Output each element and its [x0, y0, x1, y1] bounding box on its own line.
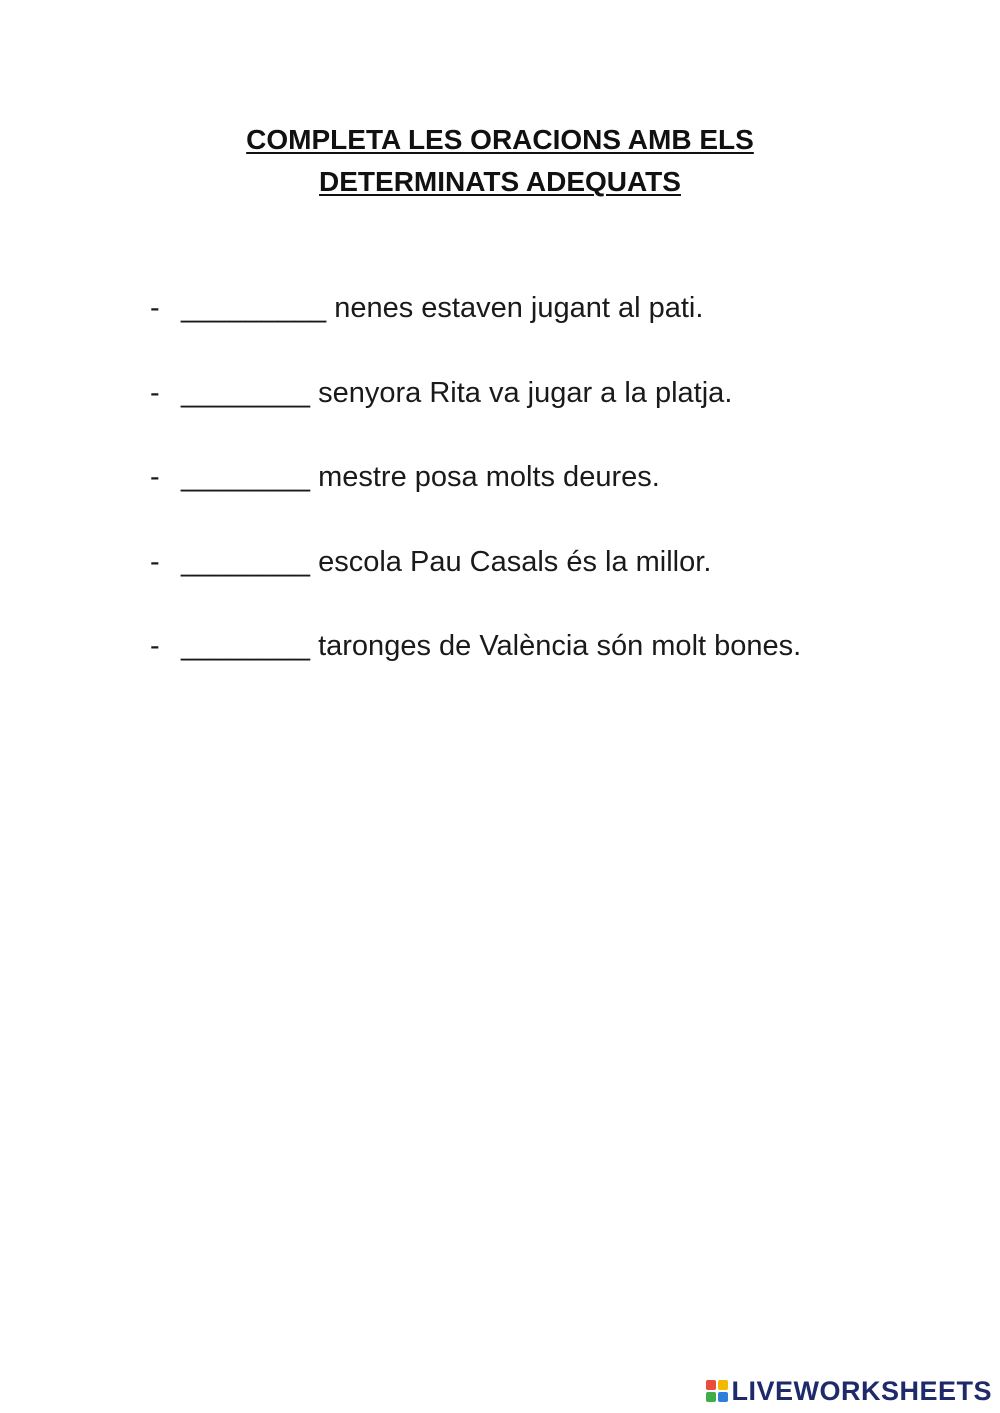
liveworksheets-logo	[706, 1378, 992, 1404]
bullet-dash: -	[150, 630, 160, 662]
sentence-text: taronges de València són molt bones.	[310, 630, 802, 662]
logo-block-blue	[718, 1392, 728, 1402]
sentence-item	[150, 457, 970, 542]
sentence-text: mestre posa molts deures.	[310, 461, 660, 493]
sentence-text: escola Pau Casals és la millor.	[310, 545, 712, 578]
worksheet-title	[0, 119, 1000, 203]
bullet-dash: -	[150, 292, 160, 324]
logo-block-red	[706, 1380, 716, 1390]
title-line-1: COMPLETA LES ORACIONS AMB ELS	[246, 124, 754, 155]
sentence-list	[150, 288, 970, 711]
answer-blank[interactable]: _________	[181, 292, 327, 324]
logo-block-green	[706, 1392, 716, 1402]
title-line-2: DETERMINATS ADEQUATS	[319, 166, 681, 197]
sentence-text: senyora Rita va jugar a la platja.	[310, 376, 733, 409]
bullet-dash: -	[150, 545, 160, 578]
sentence-text: nenes estaven jugant al pati.	[326, 292, 704, 324]
logo-block-yellow	[718, 1380, 728, 1390]
answer-blank[interactable]: ________	[181, 376, 311, 409]
bullet-dash: -	[150, 376, 160, 409]
answer-blank[interactable]: ________	[181, 545, 311, 578]
sentence-item	[150, 373, 970, 458]
sentence-item	[150, 626, 970, 711]
bullet-dash: -	[150, 461, 160, 493]
sentence-item	[150, 542, 970, 627]
logo-blocks-icon	[706, 1380, 728, 1402]
answer-blank[interactable]: ________	[181, 630, 311, 662]
logo-text: LIVEWORKSHEETS	[731, 1376, 992, 1406]
sentence-item	[150, 288, 970, 373]
answer-blank[interactable]: ________	[181, 461, 311, 493]
